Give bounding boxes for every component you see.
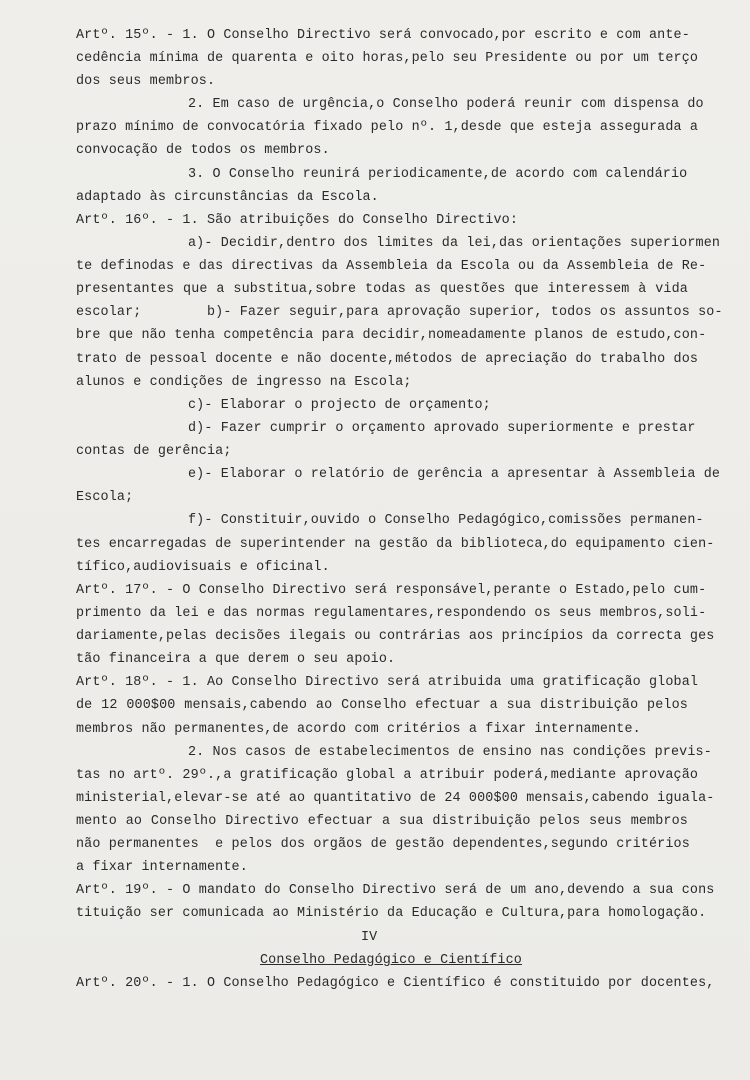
text-line: Artº. 18º. - 1. Ao Conselho Directivo será atribuida uma gratificação global [76,675,699,690]
text-line: tes encarregadas de superintender na gestão da biblioteca,do equipamento cien- [76,537,715,552]
text-line: 2. Em caso de urgência,o Conselho poderá reunir com dispensa do [188,97,704,112]
text-line: Artº. 20º. - 1. O Conselho Pedagógico e Científico é constituido por docentes, [76,976,715,991]
text-line: tífico,audiovisuais e oficinal. [76,560,330,575]
text-line: Artº. 19º. - O mandato do Conselho Directivo será de um ano,devendo a sua cons [76,883,715,898]
text-line: bre que não tenha competência para decidir,nomeadamente planos de estudo,con- [76,328,707,343]
text-line: alunos e condições de ingresso na Escola; [76,375,412,390]
text-line: prazo mínimo de convocatória fixado pelo nº. 1,desde que esteja assegurada a [76,120,699,135]
text-line: dos seus membros. [76,74,216,89]
text-line: contas de gerência; [76,444,232,459]
text-line: membros não permanentes,de acordo com critérios a fixar internamente. [76,722,641,737]
text-line: f)- Constituir,ouvido o Conselho Pedagógico,comissões permanen- [188,513,704,528]
text-line: cedência mínima de quarenta e oito horas,pelo seu Presidente ou por um terço [76,51,699,66]
text-line: tas no artº. 29º.,a gratificação global a atribuir poderá,mediante aprovação [76,768,699,783]
text-line: te definodas e das directivas da Assembleia da Escola ou da Assembleia de Re- [76,259,707,274]
text-line: d)- Fazer cumprir o orçamento aprovado superiormente e prestar [188,421,696,436]
text-line: mento ao Conselho Directivo efectuar a sua distribuição pelos seus membros [76,814,688,829]
text-line: c)- Elaborar o projecto de orçamento; [188,398,491,413]
text-line: a fixar internamente. [76,860,248,875]
text-line: Artº. 17º. - O Conselho Directivo será responsável,perante o Estado,pelo cum- [76,583,707,598]
text-line: não permanentes e pelos dos orgãos de gestão dependentes,segundo critérios [76,837,690,852]
text-line: 3. O Conselho reunirá periodicamente,de acordo com calendário [188,167,688,182]
text-line: escolar; b)- Fazer seguir,para aprovação superior, todos os assuntos so- [76,305,723,320]
text-line: a)- Decidir,dentro dos limites da lei,das orientações superiormen [188,236,721,251]
text-line: tão financeira a que derem o seu apoio. [76,652,396,667]
text-line: ministerial,elevar-se até ao quantitativo de 24 000$00 mensais,cabendo iguala- [76,791,715,806]
text-line: presentantes que a substitua,sobre todas as questões que interessem à vida [76,282,688,297]
text-line: Artº. 15º. - 1. O Conselho Directivo será convocado,por escrito e com ante- [76,28,690,43]
text-line: trato de pessoal docente e não docente,métodos de apreciação do trabalho dos [76,352,699,367]
text-line: primento da lei e das normas regulamentares,respondendo os seus membros,soli- [76,606,707,621]
section-number: IV [361,930,378,945]
text-line: adaptado às circunstâncias da Escola. [76,190,379,205]
text-line: 2. Nos casos de estabelecimentos de ensino nas condições previs- [188,745,712,760]
text-line: Artº. 16º. - 1. São atribuições do Conselho Directivo: [76,213,519,228]
text-line: Escola; [76,490,134,505]
text-line: de 12 000$00 mensais,cabendo ao Conselho efectuar a sua distribuição pelos [76,698,688,713]
text-line: e)- Elaborar o relatório de gerência a apresentar à Assembleia de [188,467,721,482]
text-line: convocação de todos os membros. [76,143,330,158]
section-heading: Conselho Pedagógico e Científico [260,953,522,968]
text-line: tituição ser comunicada ao Ministério da Educação e Cultura,para homologação. [76,906,707,921]
text-line: dariamente,pelas decisões ilegais ou contrárias aos princípios da correcta ges [76,629,715,644]
